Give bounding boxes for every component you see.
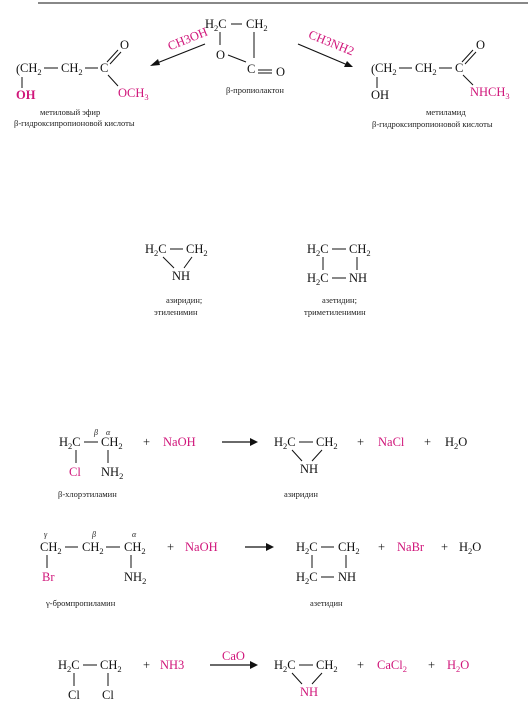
svg-text:CH2: $CH_2$ <box>124 540 146 556</box>
svg-text:NH: NH <box>338 570 357 584</box>
reaction-2 <box>40 530 481 608</box>
aziridine-structure <box>145 242 208 317</box>
svg-text:+: + <box>143 435 151 449</box>
reaction-1-byproduct: NaCl <box>378 435 405 449</box>
svg-text:H2O: $H_2O$ <box>459 540 482 556</box>
svg-text:NH: NH <box>172 269 191 283</box>
ester-caption-2: β-гидроксипропионовой кислоты <box>14 118 135 128</box>
reaction-2-reagent: NaOH <box>185 540 218 554</box>
svg-text:CH2: $CH_2$ <box>415 61 437 77</box>
svg-text:α: α <box>106 428 111 437</box>
lactone-caption: β-пропиолактон <box>226 85 284 95</box>
lactone-structure <box>205 17 285 95</box>
svg-text:CH2: $CH_2$ <box>349 242 371 258</box>
amide-caption-2: β-гидроксипропионовой кислоты <box>372 119 493 129</box>
svg-text:H2O: $H_2O$ <box>445 435 468 451</box>
svg-text:CH2: $CH_2$ <box>40 540 62 556</box>
svg-text:CH2: $CH_2$ <box>246 17 268 33</box>
azetidine-caption-1: азетидин; <box>322 295 357 305</box>
reaction-3-reagent: NH3 <box>160 658 185 672</box>
svg-text:Cl: Cl <box>102 688 114 701</box>
svg-text:H2O: $H_2O$ <box>447 658 470 674</box>
svg-text:O: O <box>120 38 130 52</box>
svg-text:CH2: $CH_2$ <box>375 61 397 77</box>
svg-text:Cl: Cl <box>68 688 80 701</box>
svg-text:+: + <box>167 540 175 554</box>
svg-text:H2C: $H_2C$ <box>307 271 329 287</box>
svg-text:OH: OH <box>16 88 36 102</box>
svg-text:+: + <box>143 658 151 672</box>
svg-text:C: C <box>100 61 109 75</box>
methylamide-structure <box>371 38 510 129</box>
svg-text:O: O <box>276 65 286 79</box>
aziridine-caption-1: азиридин; <box>166 295 203 305</box>
svg-text:H2C: $H_2C$ <box>274 435 296 451</box>
svg-text:Cl: Cl <box>69 465 81 479</box>
svg-text:OH: OH <box>371 88 390 102</box>
reaction-1-product-caption: азиридин <box>284 489 318 499</box>
svg-text:H2C: $H_2C$ <box>205 17 227 33</box>
reaction-1-reagent: NaOH <box>163 435 196 449</box>
reagent-ch3nh2: CH3NH2 <box>306 27 357 59</box>
svg-text:+: + <box>378 540 386 554</box>
svg-text:NH: NH <box>349 271 368 285</box>
svg-text:γ: γ <box>44 530 48 539</box>
azetidine-structure <box>304 242 371 317</box>
svg-text:(: ( <box>371 62 376 76</box>
reagent-ch3oh: CH3OH <box>165 24 210 54</box>
svg-text:β: β <box>92 530 96 539</box>
amide-caption-1: метиламид <box>426 107 466 117</box>
svg-text:H2C: $H_2C$ <box>296 540 318 556</box>
reaction-3 <box>58 649 469 701</box>
svg-text:+: + <box>357 435 365 449</box>
aziridine-caption-2: этиленимин <box>154 307 198 317</box>
svg-text:CH2: $CH_2$ <box>101 435 123 451</box>
reaction-arrow-right <box>298 27 356 67</box>
svg-text:+: + <box>441 540 449 554</box>
reaction-1 <box>58 428 467 499</box>
ester-caption-1: метиловый эфир <box>40 107 101 117</box>
svg-text:H2C: $H_2C$ <box>307 242 329 258</box>
svg-text:O: O <box>476 38 486 52</box>
svg-text:OCH3: $OCH_3$ <box>118 86 149 102</box>
svg-text:CH2: $CH_2$ <box>20 61 42 77</box>
svg-text:NH: NH <box>300 462 319 476</box>
svg-text:CH2: $CH_2$ <box>316 435 338 451</box>
svg-text:C: C <box>455 61 464 75</box>
methyl-ester-structure <box>14 38 149 128</box>
svg-text:O: O <box>216 48 226 62</box>
svg-text:C: C <box>247 62 256 76</box>
svg-text:H2C: $H_2C$ <box>59 435 81 451</box>
svg-text:CH2: $CH_2$ <box>100 658 122 674</box>
svg-text:NH: NH <box>300 685 319 699</box>
svg-text:H2C: $H_2C$ <box>58 658 80 674</box>
reaction-1-left-caption: β-хлорэтиламин <box>58 489 117 499</box>
svg-text:CH2: $CH_2$ <box>61 61 83 77</box>
svg-text:H2C: $H_2C$ <box>274 658 296 674</box>
reaction-2-left-caption: γ-бромпропиламин <box>46 598 116 608</box>
svg-text:NH2: $NH_2$ <box>124 570 147 586</box>
svg-text:+: + <box>424 435 432 449</box>
reaction-arrow-left <box>150 25 210 66</box>
reaction-2-byproduct: NaBr <box>397 540 425 554</box>
svg-text:H2C: $H_2C$ <box>296 570 318 586</box>
svg-text:CH2: $CH_2$ <box>316 658 338 674</box>
svg-text:CH2: $CH_2$ <box>186 242 208 258</box>
svg-text:α: α <box>132 530 137 539</box>
reaction-3-catalyst: CaO <box>222 649 245 663</box>
svg-text:+: + <box>428 658 436 672</box>
reaction-2-product-caption: азетидин <box>310 598 343 608</box>
azetidine-caption-2: триметиленимин <box>304 307 366 317</box>
svg-text:(: ( <box>16 62 21 76</box>
svg-text:H2C: $H_2C$ <box>145 242 167 258</box>
svg-text:β: β <box>94 428 98 437</box>
svg-text:+: + <box>357 658 365 672</box>
svg-text:Br: Br <box>42 570 55 584</box>
svg-text:CH2: $CH_2$ <box>82 540 104 556</box>
svg-text:NHCH3: $NHCH_3$ <box>470 85 510 101</box>
svg-text:CH2: $CH_2$ <box>338 540 360 556</box>
svg-text:CaCl2: CaCl$_2$ <box>377 658 407 674</box>
svg-text:NH2: $NH_2$ <box>101 465 124 481</box>
